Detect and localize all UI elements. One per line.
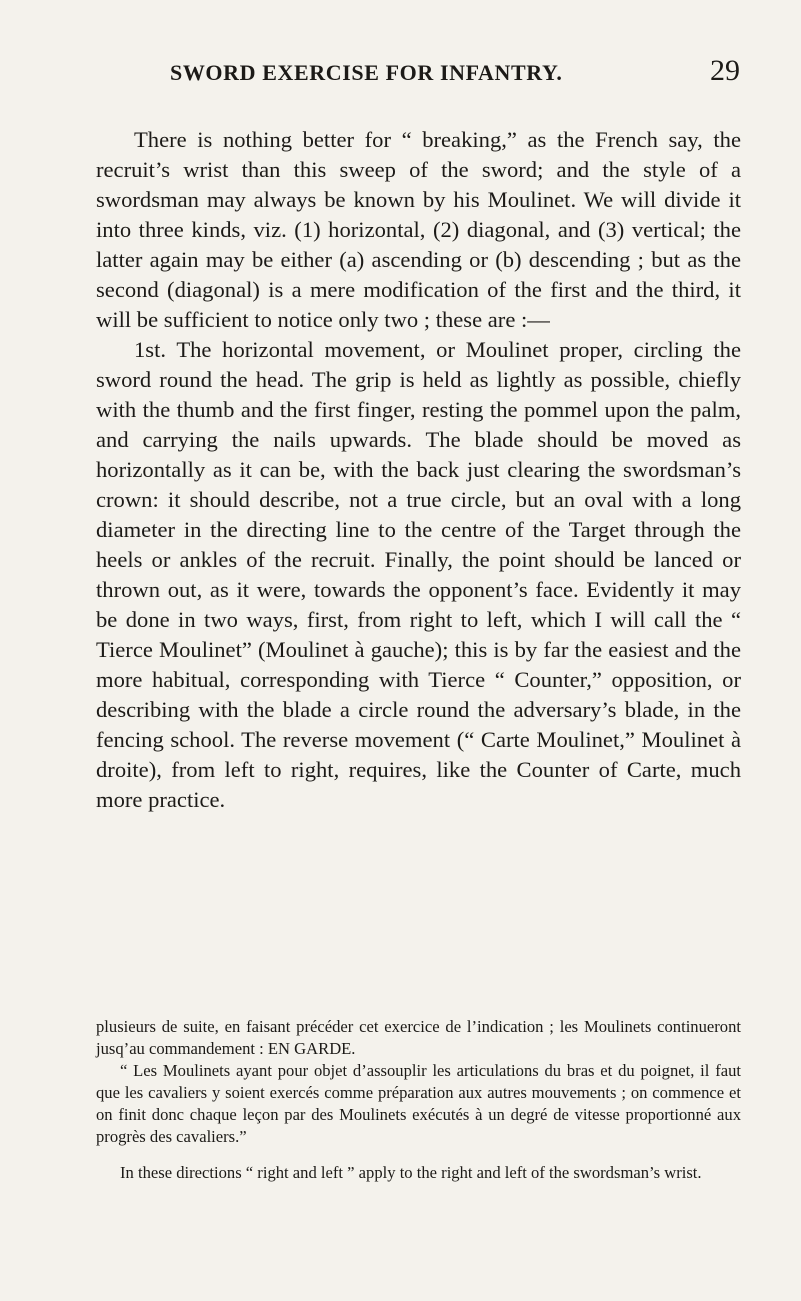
page-number: 29	[710, 54, 740, 87]
footnote-gap	[96, 1148, 741, 1162]
paragraph-moulinet-intro: There is nothing better for “ breaking,” as the French say, the recruit’s wrist than this sweep of the sword; and the style of a swordsman may always be known by his Moulinet. We will divide it into three kinds, viz. (1) horizontal, (2) diagonal, and (3) vertical; the latter again may be either (a) ascending or (b) descending ; but as the second (diagonal) is a mere modification of the first and the third, it will be sufficient to notice only two ; these are :—	[96, 127, 741, 332]
running-head	[140, 54, 740, 90]
footnote-block	[96, 1016, 741, 1184]
footnote-directions: In these directions “ right and left ” apply to the right and left of the swordsman’s wrist.	[120, 1163, 702, 1182]
footnote-french-continuation: plusieurs de suite, en faisant précéder cet exercice de l’indication ; les Moulinets continueront jusq’au commandement : EN GARDE.	[96, 1017, 741, 1058]
running-title: SWORD EXERCISE FOR INFANTRY.	[170, 60, 563, 85]
footnote-french-quote: “ Les Moulinets ayant pour objet d’assouplir les articulations du bras et du poignet, il faut que les cavaliers y soient exercés comme préparation aux autres mouvements ; on commence et on finit donc chaque leçon par des Moulinets exécutés à un degré de vitesse proportionné aux progrès des cavaliers.”	[96, 1061, 741, 1146]
paragraph-horizontal-movement: 1st. The horizontal movement, or Moulinet proper, circling the sword round the head. The grip is held as lightly as possible, chiefly with the thumb and the first finger, resting the pommel upon the palm, and carrying the nails upwards. The blade should be moved as horizontally as it can be, with the back just clearing the swordsman’s crown: it should describe, not a true circle, but an oval with a long diameter in the directing line to the centre of the Target through the heels or ankles of the recruit. Finally, the point should be lanced or thrown out, as it were, towards the opponent’s face. Evidently it may be done in two ways, first, from right to left, which I will call the “ Tierce Moulinet” (Moulinet à gauche); this is by far the easiest and the more habitual, corresponding with Tierce “ Counter,” opposition, or describing with the blade a circle round the adversary’s blade, in the fencing school. The reverse movement (“ Carte Moulinet,” Moulinet à droite), from left to right, requires, like the Counter of Carte, much more practice.	[96, 337, 741, 812]
body-text	[96, 125, 741, 815]
